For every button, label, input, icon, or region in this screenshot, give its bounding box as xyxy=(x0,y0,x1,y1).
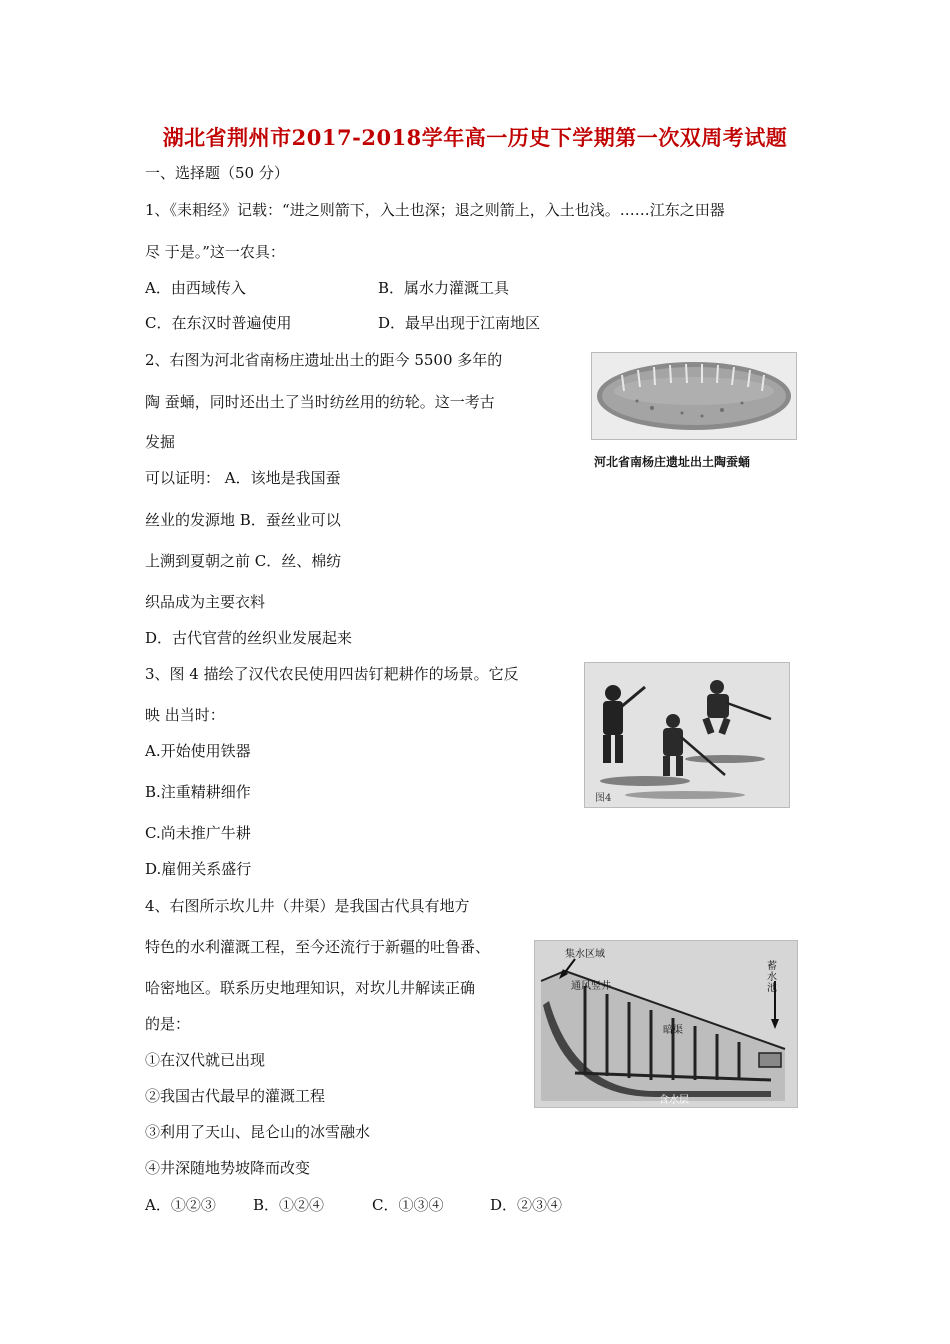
section-heading: 一、选择题（50 分） xyxy=(145,164,289,182)
q2-line-5: 丝业的发源地 B．蚕丝业可以 xyxy=(145,511,341,529)
q2-line-4: 可以证明： A．该地是我国蚕 xyxy=(145,469,341,487)
q3-option-b: B.注重精耕细作 xyxy=(145,783,251,801)
silkworm-pupa-image xyxy=(591,352,797,440)
q4-option-d: D．②③④ xyxy=(490,1196,563,1214)
q2-line-1: 2、右图为河北省南杨庄遗址出土的距今 5500 多年的 xyxy=(145,351,503,369)
q4-line-2: 特色的水利灌溉工程，至今还流行于新疆的吐鲁番、 xyxy=(145,938,491,956)
karez-pool-label: 蓄水池 xyxy=(767,961,777,994)
q3-option-d: D.雇佣关系盛行 xyxy=(145,860,252,878)
q4-line-4: 的是： xyxy=(145,1015,191,1033)
q2-line-2: 陶 蚕蛹，同时还出土了当时纺丝用的纺轮。这一考古 xyxy=(145,393,495,411)
q3-option-a: A.开始使用铁器 xyxy=(145,742,251,760)
q4-option-a: A．①②③ xyxy=(145,1196,216,1214)
q4-statement-1: ①在汉代就已出现 xyxy=(145,1051,266,1069)
q4-option-b: B．①②④ xyxy=(253,1196,325,1214)
q4-statement-3: ③利用了天山、昆仑山的冰雪融水 xyxy=(145,1123,371,1141)
q2-line-6: 上溯到夏朝之前 C．丝、棉纺 xyxy=(145,552,342,570)
q4-line-3: 哈密地区。联系历史地理知识，对坎儿井解读正确 xyxy=(145,979,476,997)
q3-line-2: 映 出当时： xyxy=(145,706,225,724)
q2-line-8: D．古代官营的丝织业发展起来 xyxy=(145,629,353,647)
q4-statement-4: ④井深随地势坡降而改变 xyxy=(145,1159,311,1177)
karez-aquifer-label: 含水层 xyxy=(659,1095,689,1106)
han-farming-image xyxy=(584,662,790,808)
q3-line-1: 3、图 4 描绘了汉代农民使用四齿钉耙耕作的场景。它反 xyxy=(145,665,519,683)
q1-stem-line-1: 1、《耒耜经》记载：“进之则箭下，入土也深；退之则箭上，入土也浅。……江东之田器 xyxy=(145,201,725,219)
q3-option-c: C.尚未推广牛耕 xyxy=(145,824,251,842)
karez-catchment-label: 集水区域 xyxy=(565,949,605,960)
q4-option-c: C．①③④ xyxy=(372,1196,444,1214)
q1-option-d: D．最早出现于江南地区 xyxy=(378,314,541,332)
silkworm-figure-caption: 河北省南杨庄遗址出土陶蚕蛹 xyxy=(594,455,751,469)
page-title: 湖北省荆州市2017-2018学年高一历史下学期第一次双周考试题 xyxy=(162,125,788,150)
q1-option-c: C．在东汉时普遍使用 xyxy=(145,314,292,332)
karez-channel-label: 暗渠 xyxy=(663,1025,683,1036)
q4-line-1: 4、右图所示坎儿井（井渠）是我国古代具有地方 xyxy=(145,897,470,915)
farmers-raking-icon xyxy=(585,663,789,807)
karez-diagram xyxy=(534,940,798,1108)
figure-4-label: 图4 xyxy=(595,793,612,804)
q1-option-b: B．属水力灌溉工具 xyxy=(378,279,510,297)
q4-statement-2: ②我国古代最早的灌溉工程 xyxy=(145,1087,326,1105)
q2-line-3: 发掘 xyxy=(145,433,176,451)
karez-shaft-label: 通风竖井 xyxy=(571,981,611,992)
q1-stem-line-2: 尽 于是。”这一农具： xyxy=(145,243,285,261)
silkworm-pupa-icon xyxy=(592,353,796,439)
q1-option-a: A．由西域传入 xyxy=(145,279,246,297)
q2-line-7: 织品成为主要衣料 xyxy=(145,593,266,611)
